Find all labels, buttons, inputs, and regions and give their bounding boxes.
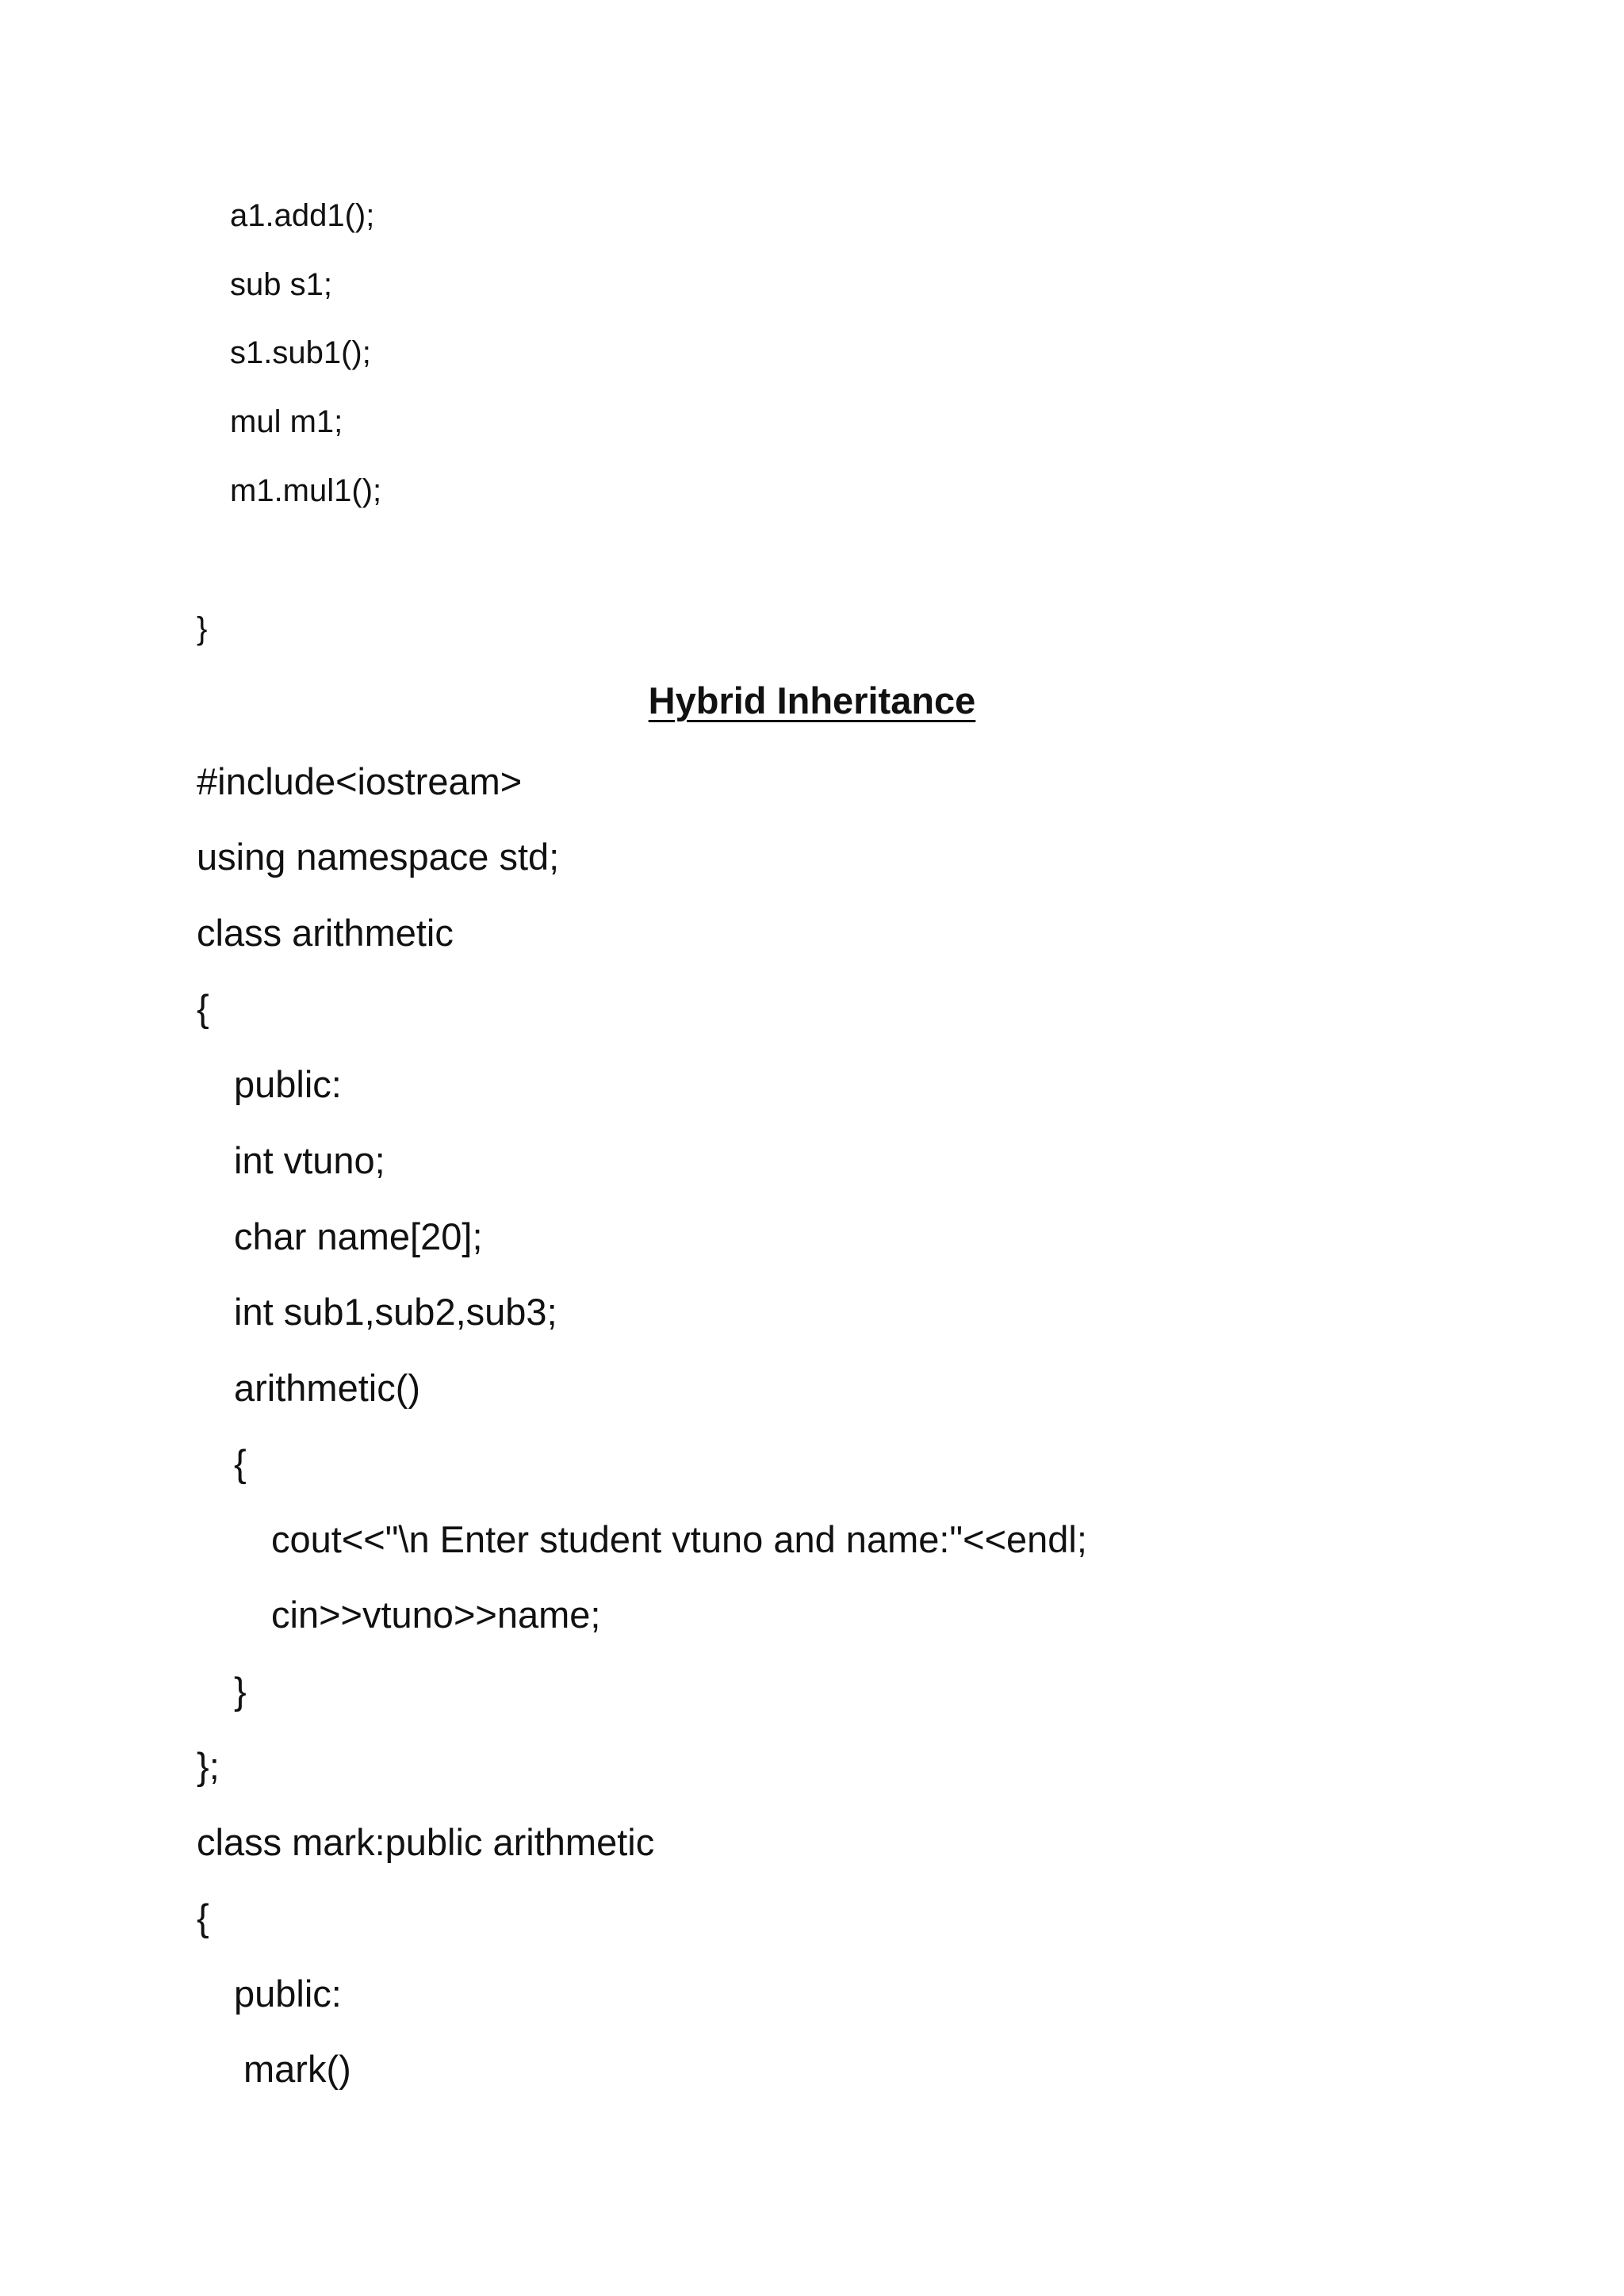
code-line: char name[20]; [234,1215,483,1257]
code-line: class arithmetic [197,912,454,954]
code-line: a1.add1(); [230,198,375,233]
code-line: cin>>vtuno>>name; [271,1594,601,1636]
code-line: m1.mul1(); [230,473,382,508]
code-line: s1.sub1(); [230,335,371,370]
code-line: mark() [243,2048,351,2090]
code-line: } [234,1670,247,1712]
code-line: int vtuno; [234,1139,385,1181]
code-line: sub s1; [230,267,332,302]
code-line: cout<<"\n Enter student vtuno and name:"<<endl; [271,1518,1087,1560]
code-line: { [234,1442,247,1484]
code-line: mul m1; [230,404,343,439]
code-line: public: [234,1063,342,1105]
code-line: class mark:public arithmetic [197,1821,655,1863]
code-line: #include<iostream> [197,760,523,802]
code-line: }; [197,1745,220,1787]
section-heading: Hybrid Inheritance [648,679,976,721]
code-line: int sub1,sub2,sub3; [234,1291,557,1333]
closing-brace: } [197,611,208,646]
code-line: public: [234,1973,342,2015]
code-line: { [197,1896,209,1938]
code-line: arithmetic() [234,1367,421,1409]
code-line: { [197,987,209,1029]
code-line: using namespace std; [197,836,560,878]
